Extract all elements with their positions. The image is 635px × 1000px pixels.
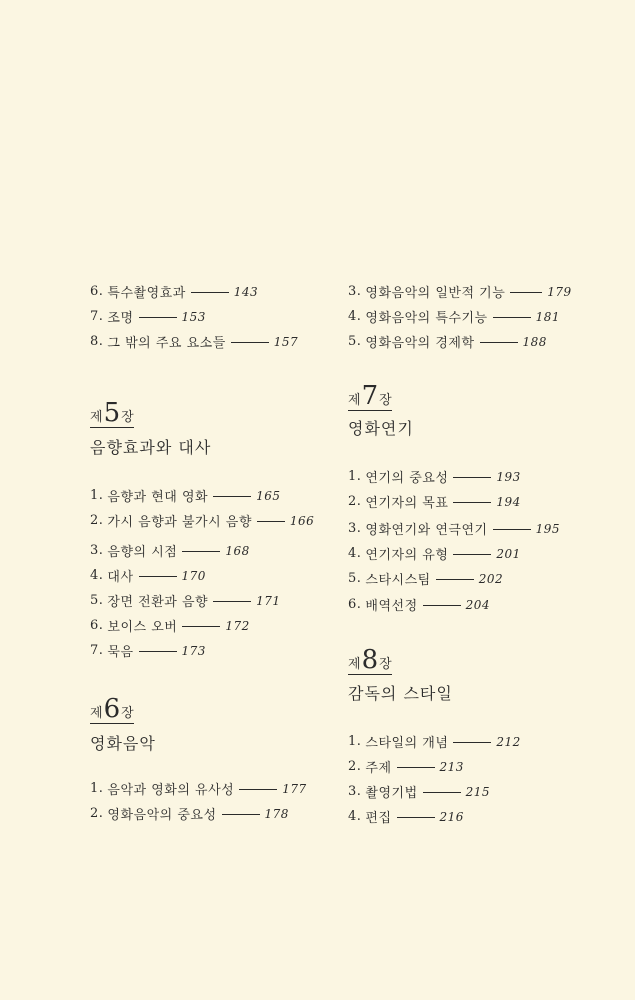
- entry-number: 4.: [348, 309, 362, 324]
- entry-number: 4.: [348, 546, 362, 561]
- leader-line: [453, 554, 491, 555]
- entry-number: 4.: [348, 809, 362, 824]
- entry-title: 대사: [107, 570, 134, 585]
- chapter-number: 5: [103, 398, 121, 428]
- toc-entry: [90, 641, 206, 660]
- chapter-number: 8: [361, 645, 379, 675]
- entry-number: 3.: [348, 284, 362, 299]
- chapter-5-title: 음향효과와 대사: [90, 438, 212, 457]
- entry-title: 연기자의 목표: [365, 496, 449, 511]
- toc-entry: [90, 486, 280, 505]
- toc-entry: [348, 807, 464, 826]
- entry-number: 6.: [90, 284, 104, 299]
- entry-title: 배역선정: [365, 599, 418, 614]
- entry-page: 177: [282, 781, 307, 796]
- entry-number: 3.: [348, 521, 362, 536]
- chapter-number: 7: [361, 381, 379, 411]
- toc-entry: [348, 332, 547, 351]
- leader-line: [213, 496, 251, 497]
- toc-entry: [348, 782, 490, 801]
- chapter-8-title: 감독의 스타일: [348, 684, 453, 703]
- entry-title: 조명: [107, 311, 134, 326]
- entry-page: 188: [522, 334, 547, 349]
- leader-line: [182, 551, 220, 552]
- chapter-suffix: 장: [121, 706, 134, 721]
- entry-title: 보이스 오버: [107, 620, 178, 635]
- entry-number: 6.: [90, 618, 104, 633]
- entry-page: 204: [465, 597, 491, 612]
- entry-page: 168: [225, 543, 250, 558]
- entry-page: 171: [256, 593, 281, 608]
- entry-title: 영화음악의 일반적 기능: [365, 286, 506, 301]
- entry-page: 157: [273, 334, 299, 349]
- entry-number: 2.: [348, 759, 362, 774]
- chapter-7-heading: [348, 383, 392, 411]
- chapter-number: 6: [103, 694, 121, 724]
- entry-page: 165: [256, 488, 281, 503]
- entry-title: 연기자의 유형: [365, 548, 449, 563]
- toc-entry: [348, 307, 560, 326]
- entry-title: 주제: [365, 761, 392, 776]
- leader-line: [453, 502, 491, 503]
- entry-number: 3.: [348, 784, 362, 799]
- entry-page: 143: [233, 284, 259, 299]
- entry-page: 212: [496, 734, 521, 749]
- leader-line: [182, 626, 220, 627]
- entry-page: 170: [181, 568, 206, 583]
- toc-entry: [348, 569, 503, 588]
- chapter-suffix: 장: [121, 410, 134, 425]
- entry-page: 202: [478, 571, 504, 586]
- entry-page: 179: [547, 284, 572, 299]
- leader-line: [139, 576, 177, 577]
- leader-line: [257, 521, 285, 522]
- leader-line: [423, 792, 461, 793]
- chapter-6-heading: [90, 696, 134, 724]
- leader-line: [423, 605, 461, 606]
- leader-line: [139, 317, 177, 318]
- entry-number: 1.: [348, 469, 362, 484]
- entry-title: 영화음악의 경제학: [365, 336, 475, 351]
- toc-entry: [90, 566, 206, 585]
- entry-title: 연기의 중요성: [365, 471, 449, 486]
- leader-line: [453, 742, 491, 743]
- chapter-prefix: 제: [348, 657, 361, 672]
- entry-number: 8.: [90, 334, 104, 349]
- entry-title: 음향의 시점: [107, 545, 178, 560]
- chapter-5-heading: [90, 400, 134, 428]
- entry-page: 181: [535, 309, 560, 324]
- entry-number: 1.: [90, 781, 104, 796]
- entry-page: 213: [439, 759, 464, 774]
- entry-page: 216: [439, 809, 464, 824]
- entry-number: 5.: [348, 334, 362, 349]
- entry-page: 173: [181, 643, 206, 658]
- entry-title: 묵음: [107, 645, 134, 660]
- toc-entry: [90, 779, 307, 798]
- leader-line: [397, 767, 435, 768]
- chapter-suffix: 장: [379, 393, 392, 408]
- entry-title: 그 밖의 주요 요소들: [107, 336, 226, 351]
- leader-line: [213, 601, 251, 602]
- leader-line: [397, 817, 435, 818]
- toc-entry: [348, 757, 464, 776]
- entry-title: 영화음악의 특수기능: [365, 311, 488, 326]
- chapter-prefix: 제: [90, 410, 103, 425]
- entry-title: 영화음악의 중요성: [107, 808, 217, 823]
- entry-title: 촬영기법: [365, 786, 418, 801]
- toc-entry: [90, 616, 250, 635]
- entry-page: 201: [496, 546, 521, 561]
- entry-page: 153: [181, 309, 206, 324]
- chapter-6-title: 영화음악: [90, 734, 156, 753]
- entry-page: 166: [289, 513, 315, 528]
- entry-page: 215: [465, 784, 491, 799]
- chapter-8-heading: [348, 647, 392, 675]
- leader-line: [493, 529, 531, 530]
- entry-page: 195: [535, 521, 560, 536]
- leader-line: [436, 579, 474, 580]
- entry-title: 영화연기와 연극연기: [365, 523, 488, 538]
- entry-page: 193: [496, 469, 521, 484]
- toc-entry: [348, 492, 521, 511]
- leader-line: [139, 651, 177, 652]
- entry-number: 2.: [90, 806, 104, 821]
- leader-line: [480, 342, 518, 343]
- leader-line: [222, 814, 260, 815]
- entry-title: 가시 음향과 불가시 음향: [107, 515, 252, 530]
- toc-entry: [90, 804, 289, 823]
- toc-entry: [348, 519, 560, 538]
- entry-title: 편집: [365, 811, 392, 826]
- toc-entry: [90, 591, 280, 610]
- entry-title: 스타시스팀: [365, 573, 431, 588]
- entry-number: 3.: [90, 543, 104, 558]
- chapter-suffix: 장: [379, 657, 392, 672]
- toc-entry: [90, 332, 298, 351]
- chapter-7-title: 영화연기: [348, 419, 414, 438]
- entry-title: 음향과 현대 영화: [107, 490, 209, 505]
- toc-entry: [348, 467, 521, 486]
- entry-page: 194: [496, 494, 521, 509]
- leader-line: [453, 477, 491, 478]
- toc-entry: [90, 511, 314, 530]
- leader-line: [231, 342, 269, 343]
- toc-entry: [90, 282, 258, 301]
- entry-number: 1.: [90, 488, 104, 503]
- chapter-prefix: 제: [348, 393, 361, 408]
- entry-number: 1.: [348, 734, 362, 749]
- entry-number: 5.: [348, 571, 362, 586]
- toc-entry: [348, 544, 521, 563]
- toc-entry: [348, 595, 490, 614]
- entry-page: 178: [264, 806, 289, 821]
- leader-line: [239, 789, 277, 790]
- entry-number: 5.: [90, 593, 104, 608]
- toc-entry: [90, 541, 250, 560]
- entry-number: 7.: [90, 643, 104, 658]
- entry-title: 특수촬영효과: [107, 286, 186, 301]
- entry-title: 스타일의 개념: [365, 736, 449, 751]
- leader-line: [493, 317, 531, 318]
- entry-number: 7.: [90, 309, 104, 324]
- entry-number: 6.: [348, 597, 362, 612]
- entry-number: 4.: [90, 568, 104, 583]
- entry-number: 2.: [90, 513, 104, 528]
- entry-title: 음악과 영화의 유사성: [107, 783, 235, 798]
- entry-page: 172: [225, 618, 250, 633]
- entry-title: 장면 전환과 음향: [107, 595, 209, 610]
- leader-line: [191, 292, 229, 293]
- chapter-prefix: 제: [90, 706, 103, 721]
- entry-number: 2.: [348, 494, 362, 509]
- toc-entry: [348, 282, 572, 301]
- toc-entry: [348, 732, 521, 751]
- leader-line: [510, 292, 542, 293]
- toc-entry: [90, 307, 206, 326]
